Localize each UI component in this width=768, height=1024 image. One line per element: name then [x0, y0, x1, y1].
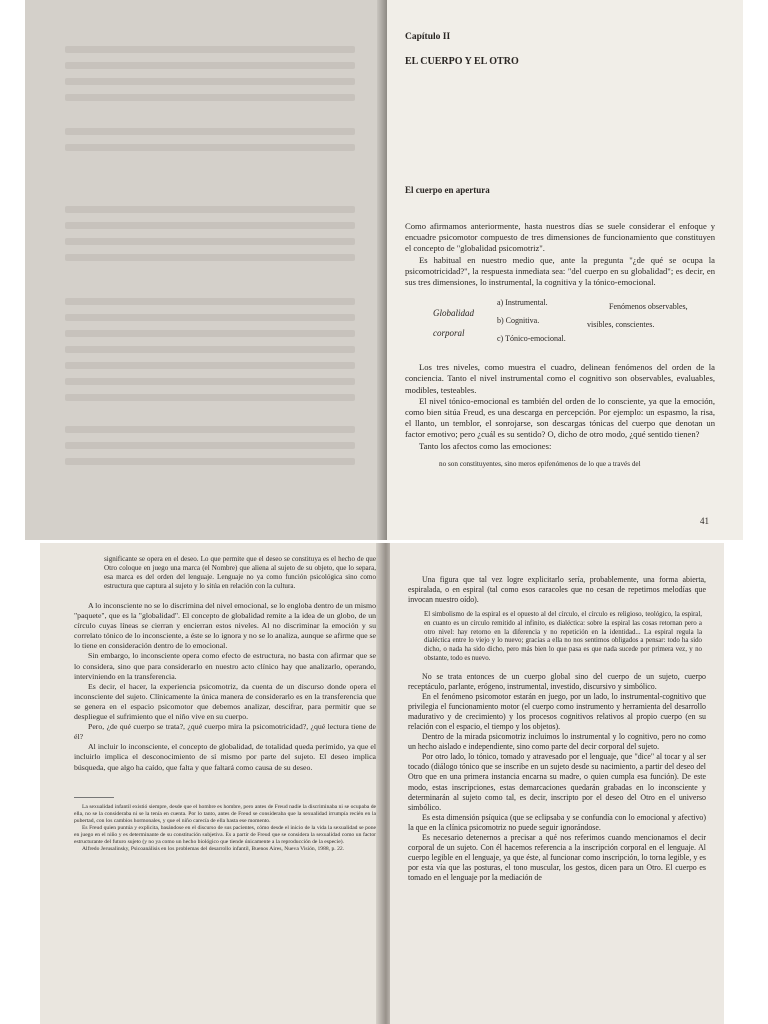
bleed-through-line: [65, 378, 355, 385]
paragraph: Los tres niveles, como muestra el cuadro, delinean fenómenos del orden de la conciencia. Tanto el nivel instrumental como el cognitivo son observables, evaluables, modibles, testeables.: [405, 362, 715, 395]
bleed-through-line: [65, 128, 355, 135]
bleed-through-line: [65, 346, 355, 353]
paragraph: Dentro de la mirada psicomotriz incluimos lo instrumental y lo cognitivo, pero no como un hecho aislado e independiente, sino como parte del decir corporal del sujeto.: [408, 732, 706, 752]
paragraph: Es habitual en nuestro medio que, ante la pregunta "¿de qué se ocupa la psicomotricidad?", la respuesta inmediata sea: "del cuerpo en su globalidad"; es decir, en sus tres dimensiones, lo instrumental, la cognitiva y la tónico-emocional.: [405, 254, 715, 288]
bleed-through-line: [65, 330, 355, 337]
paragraph: No se trata entonces de un cuerpo global sino del cuerpo de un sujeto, cuerpo receptáculo, parlante, erógeno, instrumental, investido, discursivo y simbólico.: [408, 671, 706, 691]
bottom-book-photo: [40, 543, 724, 1024]
bleed-through-line: [65, 254, 355, 261]
bleed-through-line: [65, 222, 355, 229]
bleed-through-line: [65, 442, 355, 449]
left-page: [40, 543, 384, 1024]
scheme-note: visibles, conscientes.: [587, 320, 655, 330]
footnote: Alfredo Jerusalinsky, Psicoanálisis en los problemas del desarrollo infantil, Buenos Aires, Nueva Visión, 1988, p. 22.: [82, 846, 345, 853]
chapter-label: Capítulo II: [405, 32, 451, 42]
scheme-item: b) Cognitiva.: [497, 316, 540, 326]
paragraph: Tanto los afectos como las emociones:: [419, 440, 552, 451]
bleed-through-line: [65, 394, 355, 401]
left-page-blank: [25, 0, 385, 540]
paragraph: El nivel tónico-emocional es también del orden de lo consciente, ya que la emoción, como bien sitúa Freud, es una descarga en percepción. Por ejemplo: un espasmo, la risa, el llanto, un temblor, el sonrojarse, son descargas tónicas del cuerpo que denotan un factor emotivo; pero ¿cuál es su sentido? O, dicho de otro modo, ¿qué sentido tienen?: [405, 395, 715, 440]
right-page: [390, 543, 724, 1024]
top-book-photo: [25, 0, 743, 540]
paragraph: A lo inconsciente no se lo discrimina del nivel emocional, se lo engloba dentro de un mismo "paquete", que es la "globalidad". El concepto de globalidad remite a la idea de un globo, de un círculo cuyas líneas se cierran y encierran estos niveles. Al no discriminar la emoción y su correlato tónico de lo inconsciente, a éste se lo ignora y no se lo analiza, aunque se afirme que se lo tiene en consideración dentro de lo emocional.: [74, 601, 377, 651]
scheme-item: c) Tónico-emocional.: [497, 334, 566, 344]
paragraph: Es necesario detenernos a precisar a qué nos referimos cuando mencionamos el decir corporal de un sujeto. Con él hacemos referencia a la inscripción corporal en el lenguaje. Al cuerpo legible en el lenguaje, ya que éste, al funcionar como inscripción, lo torna legible, y es por esta vía que las posturas, el tono muscular, los gestos, dicen para un Otro. El cuerpo es tomado en el lenguaje por la mediación de: [408, 833, 706, 883]
bleed-through-line: [65, 362, 355, 369]
bleed-through-line: [65, 458, 355, 465]
bleed-through-line: [65, 78, 355, 85]
paragraph: En el fenómeno psicomotor estarán en juego, por un lado, lo instrumental-cognitivo que privilegia el funcionamiento motor (el cuerpo como instrumento y herramienta del desarrollo madurativo y de crecimiento) y los procesos cognitivos relativos al propio cuerpo (en su relación con el espacio, el tiempo y los objetos).: [408, 691, 706, 731]
scheme-note: Fenómenos observables,: [609, 302, 688, 312]
quote-line: no son constituyentes, sino meros epifenómenos de lo que a través del: [439, 459, 641, 468]
chapter-title: EL CUERPO Y EL OTRO: [405, 56, 519, 67]
globalidad-diagram: [405, 296, 715, 352]
page-number: 41: [700, 516, 709, 526]
scheme-label-corporal: corporal: [433, 328, 465, 339]
paragraph: Es decir, el hacer, la experiencia psicomotriz, da cuenta de un discurso donde opera el inconsciente del sujeto. Clínicamente la única manera de considerarlo es en la transferencia que se genera en el espacio psicomotor que debemos analizar, descifrar, para permitir que se despliegue el sufrimiento que el niño vive en su cuerpo.: [74, 681, 376, 722]
scheme-label-globalidad: Globalidad: [433, 308, 475, 319]
bleed-through-line: [65, 46, 355, 53]
bleed-through-line: [65, 206, 355, 213]
bleed-through-line: [65, 298, 355, 305]
bleed-through-line: [65, 94, 355, 101]
paragraph: Sin embargo, lo inconsciente opera como efecto de estructura, no basta con afirmar que se lo considera, sino que para considerarlo en nuestro acto clínico hay que analizarlo, operando, interviniendo en la transferencia.: [74, 651, 376, 681]
section-heading: El cuerpo en apertura: [405, 185, 490, 195]
page-41: [387, 0, 743, 540]
paragraph: Una figura que tal vez logre explicitarlo sería, probablemente, una forma abierta, espiralada, o en espiral (tal como esos caracoles que no cesan de repetirnos melodías que invocan nuestro oído).: [408, 575, 706, 605]
paragraph: Al incluir lo inconsciente, el concepto de globalidad, de totalidad queda perimido, ya que el incluirlo implica el desconocimiento de sí mismo por parte del sujeto. El deseo implica búsqueda, que algo ha caído, que falta y que faltará como causa de su deseo.: [74, 742, 376, 772]
bleed-through-line: [65, 238, 355, 245]
block-quote: significante se opera en el deseo. Lo que permite que el deseo se constituya es el hecho de que Otro coloque en juego una marca (el Nombre) que aliena al sujeto de su objeto, que lo separa, esa marca es del orden del lenguaje. Lenguaje no ya como función psicológica sino como estructura que captura al sujeto y lo sitúa en relación con la cultura.: [104, 555, 376, 590]
paragraph: Como afirmamos anteriormente, hasta nuestros días se suele considerar el enfoque y encuadre psicomotor compuesto de tres dimensiones de funcionamiento que constituyen el concepto de "globalidad psicomotriz".: [405, 221, 715, 254]
bleed-through-line: [65, 426, 355, 433]
footnote: Es Freud quien puntúa y explicita, basándose en el discurso de sus pacientes, cómo desde el inicio de la vida la sexualidad se pone en juego en el niño y es determinante de su constitución subjetiva. Es a partir de Freud que se considera la sexualidad como un factor estructurante del futuro sujeto (y no ya como un hecho biológico que tiende únicamente a la reproducción de la especie).: [74, 824, 376, 846]
paragraph: Es esta dimensión psíquica (que se eclipsaba y se confundía con lo emocional y afectivo) la que en la clínica psicomotriz no puede seguir ignorándose.: [408, 812, 706, 832]
paragraph: Pero, ¿de qué cuerpo se trata?, ¿qué cuerpo mira la psicomotricidad?, ¿qué lectura tiene de él?: [74, 722, 376, 742]
footnote: La sexualidad infantil existió siempre, desde que el hombre es hombre, pero antes de Freud nadie la discriminaba ni se ocupaba de ella, no se la consideraba ni se la tenía en cuenta. Por lo tanto, antes de Freud se consideraba que la sexualidad irrumpía recién en la pubertad, con los cambios hormonales, y que el niño carecía de ella hasta ese momento.: [74, 803, 376, 824]
bleed-through-line: [65, 144, 355, 151]
scheme-item: a) Instrumental.: [497, 298, 548, 308]
footnote-rule: [74, 797, 114, 798]
paragraph: Por otro lado, lo tónico, tomado y atravesado por el lenguaje, que "dice" al tocar y al ser tocado (diálogo tónico que se inscribe en un sujeto desde su nacimiento, a partir del deseo del Otro que en una primera instancia encarna su madre, o quien cumpla esa función). De este modo, estas inscripciones, estas demarcaciones quedarán grabadas en lo inconsciente y determinarán al sujeto como tal, es decir, inscripto por el deseo del Otro en el universo simbólico.: [408, 752, 706, 812]
block-quote: El simbolismo de la espiral es el opuesto al del círculo, el círculo es religioso, teológico, la espiral, en cuanto es un círculo remitido al infinito, es dialéctica: sobre la espiral las cosas retornan pero a otro nivel: hay retorno en la diferencia y no repetición en la identidad... La espiral regula la dialéctica entre lo viejo y lo nuevo; gracias a ella no nos sentimos obligados a pensar: todo ha sido dicho, o nada ha sido dicho, pero más bien lo que pasa es que nada sucede por primera vez, y no obstante, todo es nuevo.: [424, 611, 702, 662]
bleed-through-line: [65, 314, 355, 321]
bleed-through-line: [65, 62, 355, 69]
